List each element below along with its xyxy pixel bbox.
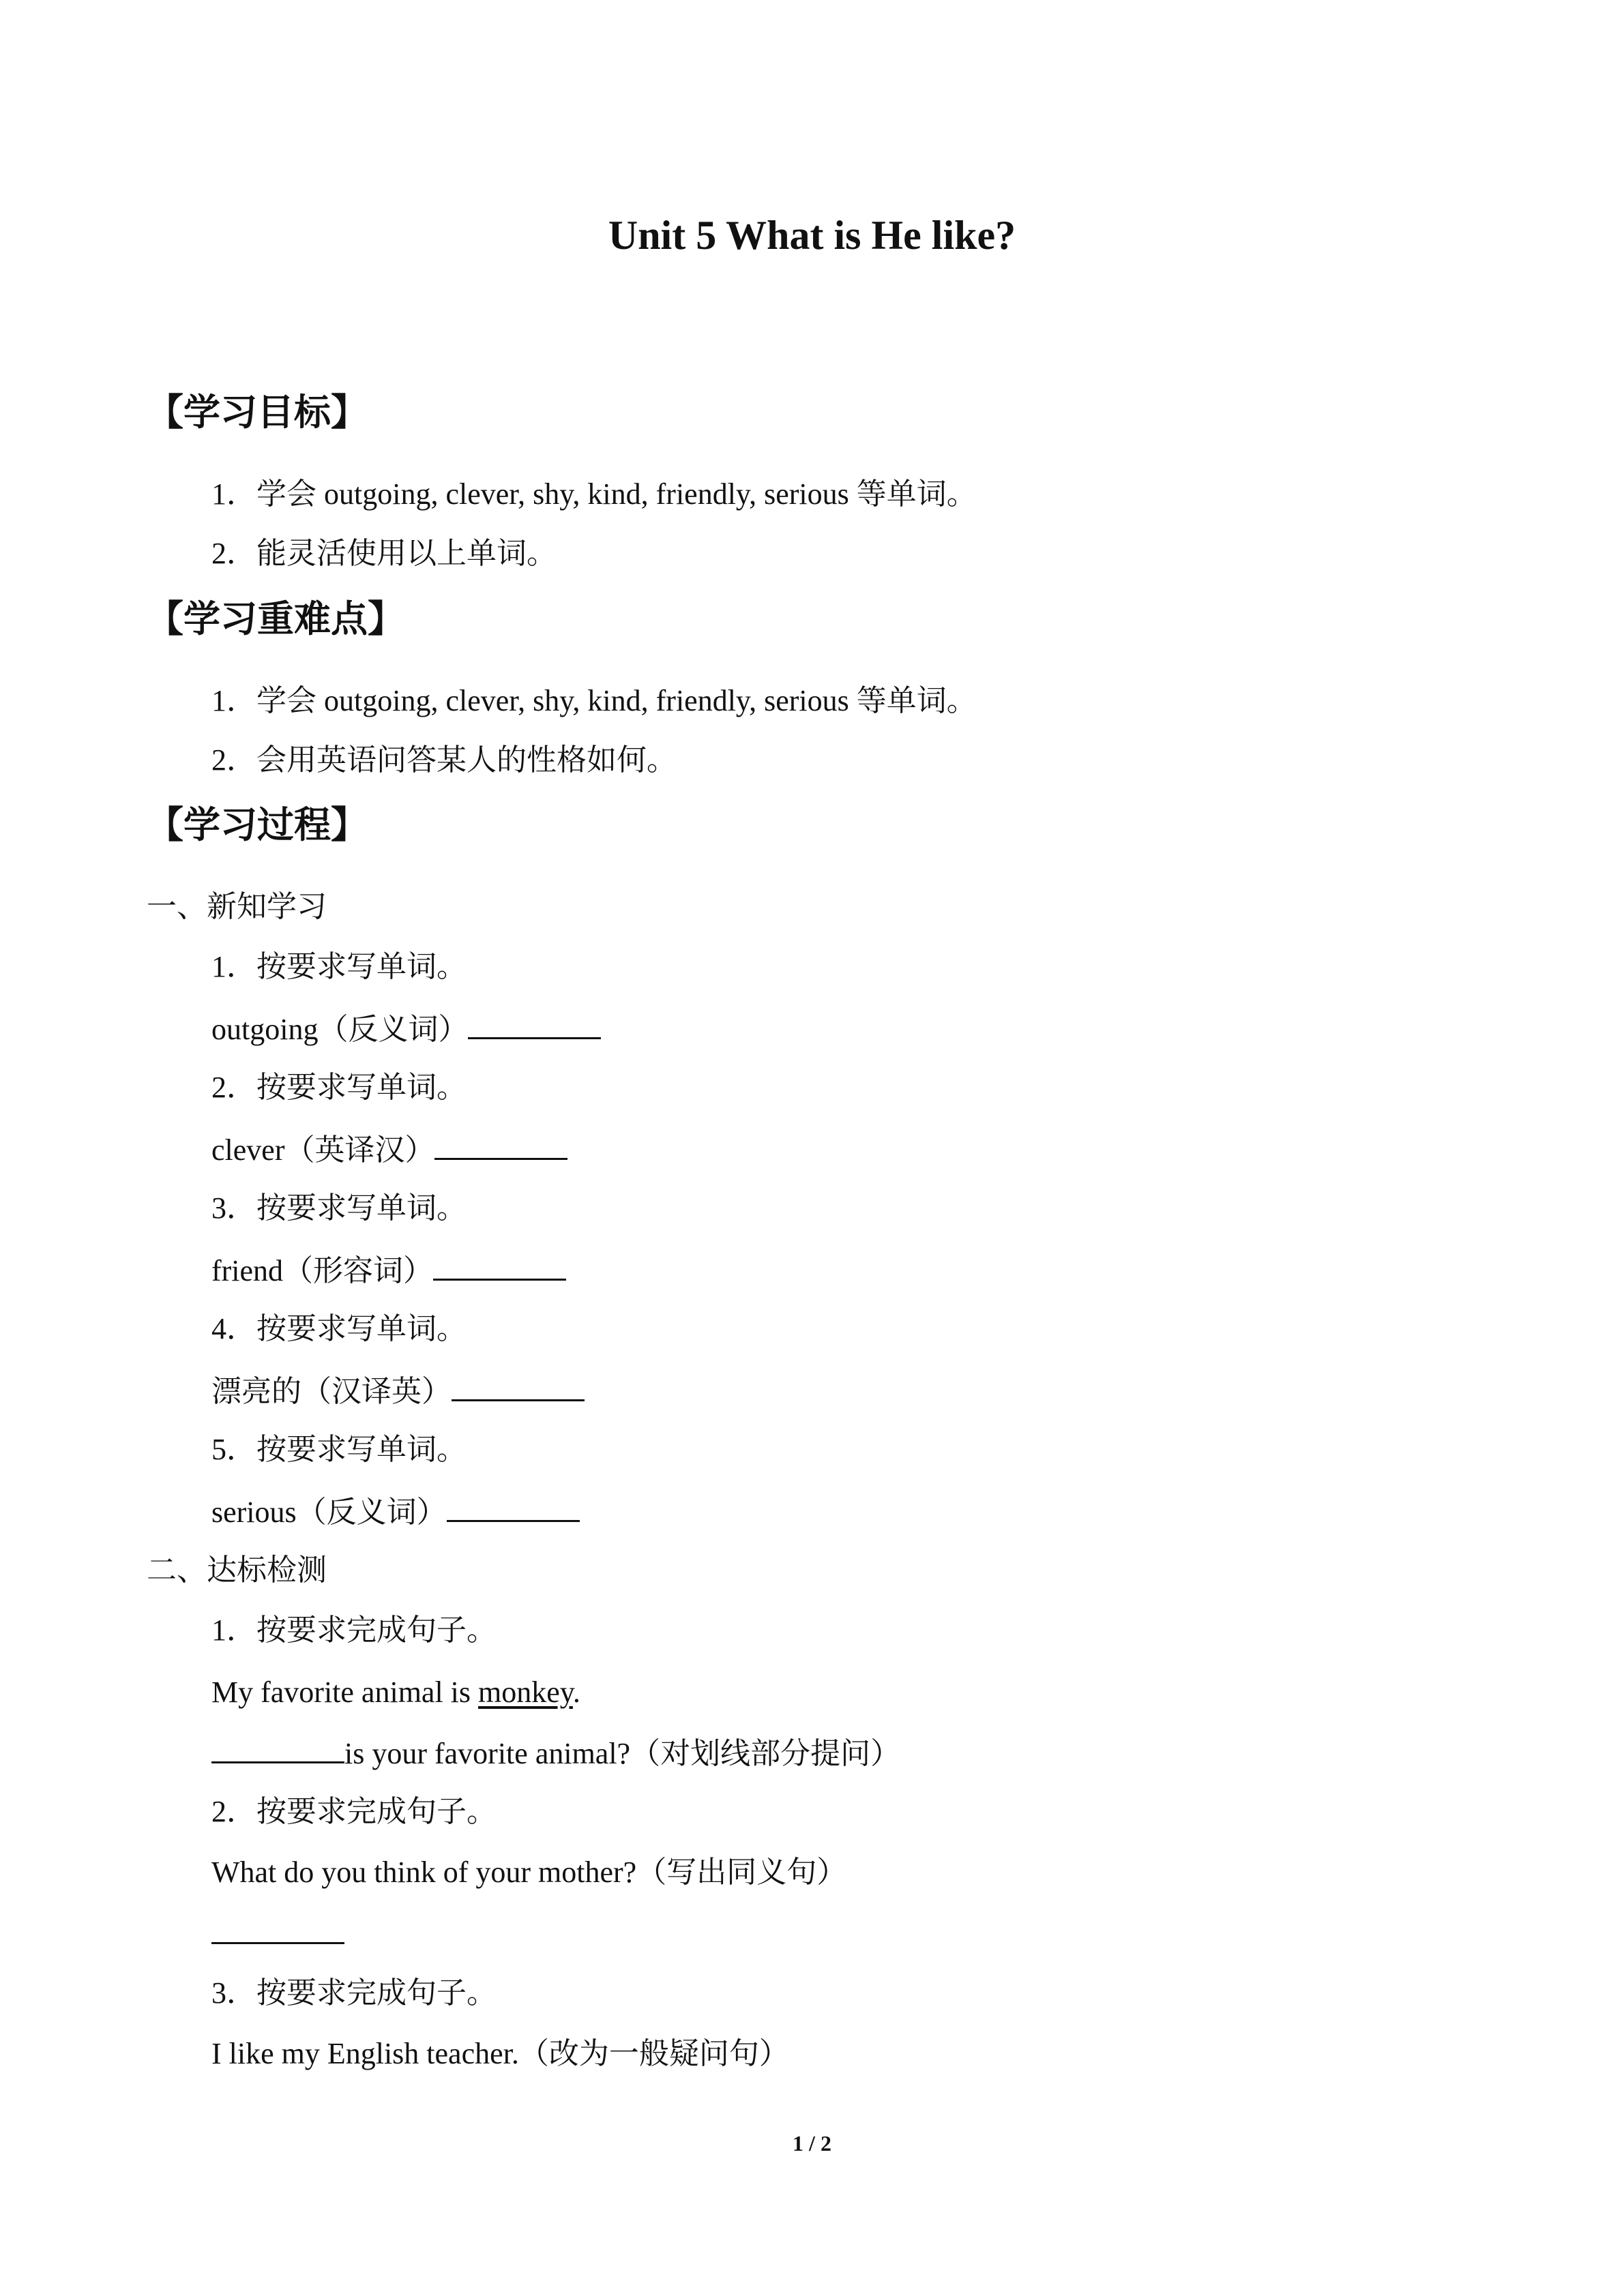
underlined-word: monkey: [478, 1675, 573, 1709]
part2-q1-task-text: is your favorite animal?（对划线部分提问）: [344, 1737, 901, 1770]
answer-blank[interactable]: [433, 1249, 566, 1281]
answer-blank[interactable]: [211, 1731, 344, 1763]
page-number: 1 / 2: [793, 2131, 831, 2156]
page-title: Unit 5 What is He like?: [608, 213, 1016, 258]
answer-blank[interactable]: [211, 1912, 344, 1944]
part2-q2-answer: [211, 1912, 344, 1955]
part1-q3-prompt: [211, 1249, 566, 1292]
answer-blank[interactable]: [468, 1007, 601, 1039]
part2-q2-label: 2．按要求完成句子。: [211, 1795, 497, 1828]
part1-q2-prompt-text: clever（英译汉）: [211, 1133, 435, 1167]
answer-blank[interactable]: [452, 1369, 585, 1401]
part2-q3-sentence: I like my English teacher.（改为一般疑问句）: [211, 2037, 789, 2070]
part2-q1-sentence-suffix: .: [572, 1675, 580, 1709]
goal-item-2: 2．能灵活使用以上单词。: [211, 537, 557, 570]
part2-q1-task: [211, 1731, 900, 1774]
part1-q1-prompt-text: outgoing（反义词）: [211, 1013, 469, 1046]
part1-q4-prompt-text: 漂亮的（汉译英）: [211, 1375, 452, 1408]
part1-q1-label: 1．按要求写单词。: [211, 950, 467, 983]
part1-q4-label: 4．按要求写单词。: [211, 1312, 467, 1345]
part1-q2-prompt: [211, 1128, 567, 1171]
part1-q5-prompt: [211, 1490, 580, 1533]
answer-blank[interactable]: [434, 1128, 567, 1160]
part1-q3-label: 3．按要求写单词。: [211, 1191, 467, 1225]
part2-q2-sentence: What do you think of your mother?（写出同义句）: [211, 1855, 847, 1889]
part1-q3-prompt-text: friend（形容词）: [211, 1254, 434, 1287]
key-point-item-1: 1．学会 outgoing, clever, shy, kind, friendly, serious 等单词。: [211, 684, 977, 717]
part1-q5-label: 5．按要求写单词。: [211, 1433, 467, 1466]
part1-heading: 一、新知学习: [147, 890, 327, 923]
part2-q1-sentence-prefix: My favorite animal is: [211, 1675, 479, 1709]
goal-item-1: 1．学会 outgoing, clever, shy, kind, friendly, serious 等单词。: [211, 477, 977, 511]
key-point-item-2: 2．会用英语问答某人的性格如何。: [211, 743, 677, 777]
part1-q4-prompt: [211, 1369, 585, 1412]
part2-q1-sentence: [211, 1672, 580, 1713]
key-points-heading: 【学习重难点】: [147, 597, 404, 640]
part2-q3-label: 3．按要求完成句子。: [211, 1976, 497, 2010]
part2-q1-label: 1．按要求完成句子。: [211, 1613, 497, 1647]
goals-heading: 【学习目标】: [147, 391, 368, 434]
process-heading: 【学习过程】: [147, 803, 368, 846]
answer-blank[interactable]: [447, 1490, 580, 1522]
part1-q1-prompt: [211, 1007, 601, 1050]
part1-q5-prompt-text: serious（反义词）: [211, 1495, 447, 1529]
part2-heading: 二、达标检测: [147, 1553, 327, 1587]
part1-q2-label: 2．按要求写单词。: [211, 1071, 467, 1104]
